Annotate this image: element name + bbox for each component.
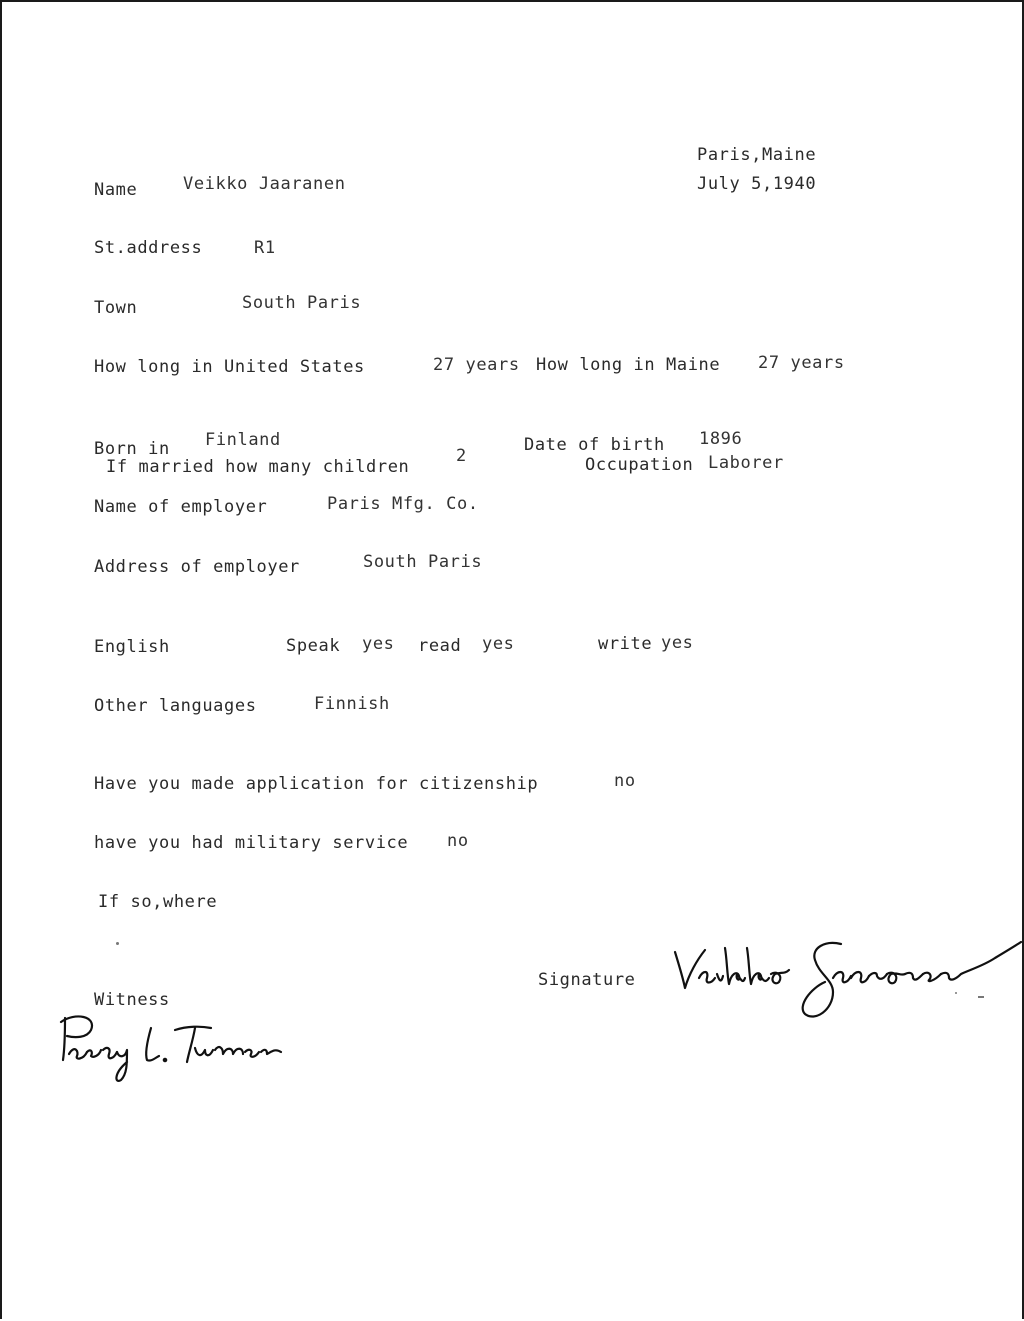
english-label: English	[94, 637, 170, 657]
years-in-maine-label: How long in Maine	[536, 355, 721, 375]
signature-handwriting	[665, 930, 1024, 1030]
place-line: Paris,Maine	[697, 145, 817, 165]
scan-speck	[978, 996, 984, 998]
military-service-value: no	[447, 831, 469, 851]
born-in-value: Finland	[205, 430, 281, 450]
date-line: July 5,1940	[697, 174, 817, 194]
born-in-label: Born in	[94, 439, 170, 459]
read-value: yes	[482, 634, 515, 654]
scan-speck	[955, 992, 957, 994]
town-value: South Paris	[242, 293, 362, 313]
speak-label: Speak	[286, 636, 341, 656]
military-service-label: have you had military service	[94, 833, 409, 853]
witness-handwriting	[55, 1008, 295, 1088]
other-languages-label: Other languages	[94, 696, 257, 716]
years-in-us-label: How long in United States	[94, 357, 365, 377]
employer-address-value: South Paris	[363, 552, 483, 572]
speak-value: yes	[362, 634, 395, 654]
witness-label: Witness	[94, 990, 170, 1010]
occupation-value: Laborer	[708, 453, 784, 473]
signature-label: Signature	[538, 970, 636, 990]
children-label: If married how many children	[106, 457, 410, 477]
town-label: Town	[94, 298, 138, 318]
children-value: 2	[456, 446, 467, 466]
street-address-value: R1	[254, 238, 276, 258]
occupation-label: Occupation	[585, 455, 694, 475]
employer-address-label: Address of employer	[94, 557, 300, 577]
if-so-where-label: If so,where	[98, 892, 218, 912]
scan-speck	[116, 942, 119, 945]
employer-name-label: Name of employer	[94, 497, 268, 517]
name-value: Veikko Jaaranen	[183, 174, 346, 194]
read-label: read	[418, 636, 462, 656]
write-value: yes	[661, 633, 694, 653]
years-in-us-value: 27 years	[433, 355, 520, 375]
employer-name-value: Paris Mfg. Co.	[327, 494, 479, 514]
write-label: write	[598, 634, 653, 654]
citizenship-value: no	[614, 771, 636, 791]
other-languages-value: Finnish	[314, 694, 390, 714]
name-label: Name	[94, 180, 138, 200]
years-in-maine-value: 27 years	[758, 353, 845, 373]
date-of-birth-value: 1896	[699, 429, 743, 449]
citizenship-label: Have you made application for citizenship	[94, 774, 539, 794]
street-address-label: St.address	[94, 238, 203, 258]
date-of-birth-label: Date of birth	[524, 435, 665, 455]
